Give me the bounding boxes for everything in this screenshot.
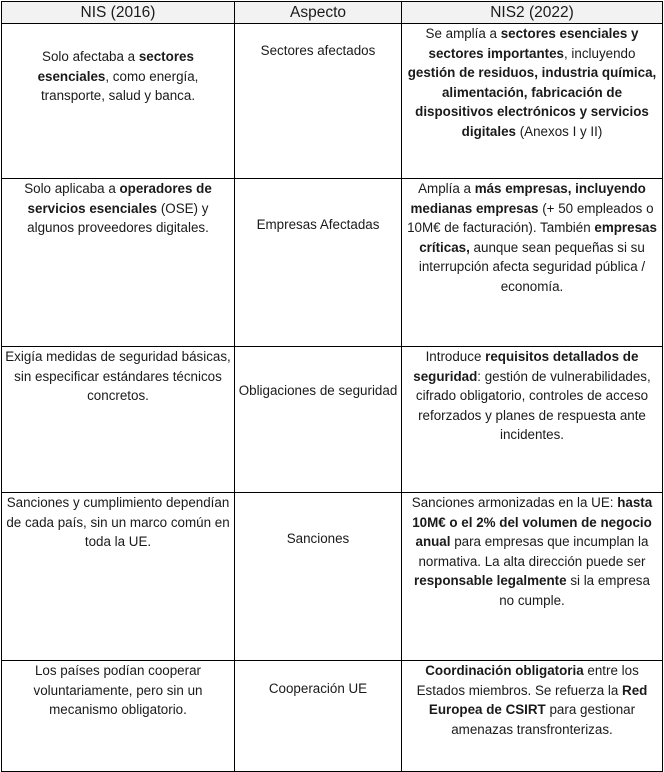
text: Solo afectaba a <box>42 49 139 64</box>
text: Amplía a <box>418 181 475 196</box>
text: Exigía medidas de seguridad básicas, sin especificar estándares técnicos concretos. <box>5 349 231 404</box>
nis-cell <box>2 24 235 179</box>
header-aspect: Aspecto <box>235 2 402 24</box>
header-nis2: NIS2 (2022) <box>402 2 663 24</box>
table-row <box>2 24 663 179</box>
text: entre los Estados miembros. Se refuerza la <box>416 663 639 698</box>
header-nis: NIS (2016) <box>2 2 235 24</box>
table-row <box>2 493 663 661</box>
table-row <box>2 179 663 347</box>
aspect-cell: Obligaciones de seguridad <box>235 347 402 493</box>
text: Se amplía a <box>425 26 501 41</box>
text: Introduce <box>425 349 486 364</box>
text: Sanciones y cumplimiento dependían de cada país, sin un marco común en toda la UE. <box>6 495 230 550</box>
text: para empresas que incumplan la normativa. La alta dirección puede ser <box>418 534 649 569</box>
nis-cell <box>2 661 235 772</box>
text: para gestionar amenazas transfronterizas. <box>451 702 636 737</box>
bold-text: hasta 10M€ o el 2% del volumen de negocio anual <box>412 495 653 550</box>
aspect-cell: Sanciones <box>235 493 402 661</box>
nis-cell <box>2 493 235 661</box>
table-row <box>2 661 663 772</box>
bold-text: requisitos detallados de seguridad <box>413 349 639 384</box>
text: si la empresa no cumple. <box>499 573 650 608</box>
text: , incluyendo <box>563 45 636 61</box>
bold-text: gestión de residuos, industria química, alimentación, fabricación de dispositivos electrónicos y servicios digitales <box>407 65 657 139</box>
text: , como energía, transporte, salud y banca. <box>40 68 199 104</box>
bold-text: Coordinación obligatoria <box>425 663 584 678</box>
nis2-cell <box>402 493 663 661</box>
nis2-cell <box>402 661 663 772</box>
aspect-cell: Cooperación UE <box>235 661 402 772</box>
nis-cell <box>2 179 235 347</box>
header-row <box>2 2 663 24</box>
text: (+ 50 empleados o 10M€ de facturación). También <box>407 200 654 236</box>
text: Los países podían cooperar voluntariamente, pero sin un mecanismo obligatorio. <box>33 663 203 718</box>
text: Solo aplicaba a <box>24 181 120 196</box>
nis2-cell <box>402 24 663 179</box>
aspect-cell: Empresas Afectadas <box>235 179 402 347</box>
bold-text: sectores esenciales y sectores importantes <box>428 26 639 61</box>
bold-text: Red Europea de CSIRT <box>428 682 648 718</box>
nis2-cell <box>402 179 663 347</box>
bold-text: más empresas, incluyendo medianas empresas <box>410 181 646 216</box>
text: : gestión de vulnerabilidades, cifrado obligatorio, controles de acceso reforzados y planes de respuesta ante incidentes. <box>415 368 651 443</box>
nis-cell <box>2 347 235 493</box>
table-row <box>2 347 663 493</box>
nis2-cell <box>402 347 663 493</box>
text: aunque sean pequeñas si su interrupción afecta seguridad pública / economía. <box>418 239 646 294</box>
bold-text: empresas críticas, <box>419 220 657 255</box>
bold-text: sectores esenciales <box>37 49 194 84</box>
text: (Anexos I y II) <box>516 123 603 139</box>
comparison-table <box>1 1 663 772</box>
bold-text: operadores de servicios esenciales <box>27 181 212 216</box>
bold-text: responsable legalmente <box>414 573 567 589</box>
text: Sanciones armonizadas en la UE: <box>411 495 618 510</box>
text: (OSE) y algunos proveedores digitales. <box>27 200 209 236</box>
aspect-cell: Sectores afectados <box>235 24 402 179</box>
